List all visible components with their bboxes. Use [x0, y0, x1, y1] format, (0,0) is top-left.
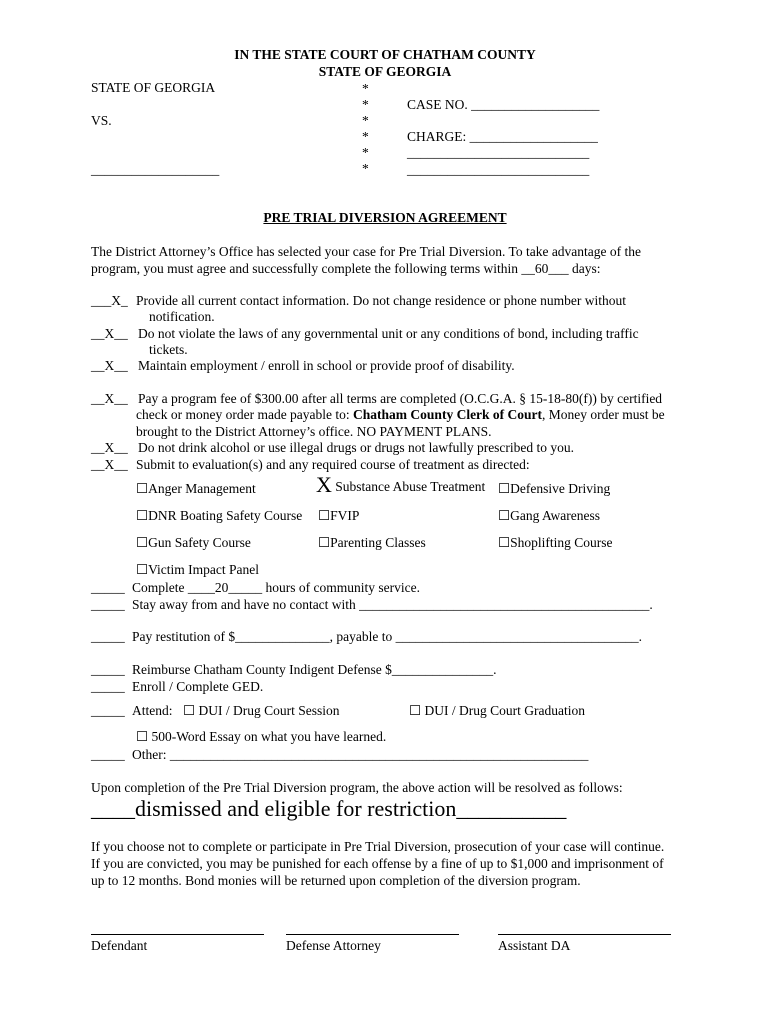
term-mark[interactable]: _____: [91, 703, 125, 718]
warning-text: If you choose not to complete or participate in Pre Trial Diversion, prosecution of your case will continue.: [91, 839, 665, 854]
course-defensive-driving[interactable]: ☐Defensive Driving: [498, 481, 611, 496]
asterisk: *: [362, 81, 369, 96]
case-number-field[interactable]: CASE NO. ___________________: [407, 97, 600, 112]
term-text: tickets.: [149, 342, 188, 357]
term-mark[interactable]: ___X_: [91, 293, 128, 308]
course-gun-safety[interactable]: ☐Gun Safety Course: [136, 535, 251, 550]
warning-text: up to 12 months. Bond monies will be returned upon completion of the diversion program.: [91, 873, 581, 888]
dui-graduation-checkbox[interactable]: ☐ DUI / Drug Court Graduation: [409, 703, 585, 718]
term-mark[interactable]: _____: [91, 679, 125, 694]
community-service-term: Complete ____20_____ hours of community service.: [132, 580, 420, 595]
other-term[interactable]: Other: ______________________________________________________________: [132, 747, 589, 762]
checkbox-icon[interactable]: ☐: [136, 481, 149, 496]
term-text: notification.: [149, 309, 215, 324]
course-anger-management[interactable]: ☐Anger Management: [136, 481, 256, 496]
court-title: IN THE STATE COURT OF CHATHAM COUNTY: [234, 47, 536, 62]
reimburse-term[interactable]: Reimburse Chatham County Indigent Defense $_______________.: [132, 662, 497, 677]
charge-field-line[interactable]: ___________________________: [407, 145, 590, 160]
term-text: Submit to evaluation(s) and any required course of treatment as directed:: [136, 457, 530, 472]
ged-term: Enroll / Complete GED.: [132, 679, 264, 694]
course-gang-awareness[interactable]: ☐Gang Awareness: [498, 508, 600, 523]
asterisk: *: [362, 161, 369, 176]
term-mark[interactable]: __X__: [91, 391, 128, 406]
term-text: check or money order made payable to: Chatham County Clerk of Court, Money order must be: [136, 407, 665, 422]
checkbox-icon[interactable]: ☐: [318, 508, 331, 523]
course-substance-abuse[interactable]: X Substance Abuse Treatment: [316, 472, 486, 497]
defense-attorney-signature-line[interactable]: [286, 934, 459, 935]
defense-attorney-label: Defense Attorney: [286, 938, 381, 953]
resolution: ____dismissed and eligible for restriction__________: [91, 796, 567, 821]
dui-session-checkbox[interactable]: ☐ DUI / Drug Court Session: [183, 703, 340, 718]
course-parenting[interactable]: ☐Parenting Classes: [318, 535, 426, 550]
checkbox-icon[interactable]: ☐: [136, 535, 149, 550]
course-fvip[interactable]: ☐FVIP: [318, 508, 360, 523]
term-mark[interactable]: __X__: [91, 358, 128, 373]
attend-label: Attend:: [132, 703, 173, 718]
checkbox-icon[interactable]: ☐: [498, 535, 511, 550]
defendant-signature-line[interactable]: [91, 934, 264, 935]
charge-field-line[interactable]: ___________________________: [407, 162, 590, 177]
term-text: Do not violate the laws of any governmental unit or any conditions of bond, including traffic: [138, 326, 639, 341]
document-title: PRE TRIAL DIVERSION AGREEMENT: [263, 210, 507, 225]
checkbox-icon[interactable]: ☐: [498, 508, 511, 523]
stay-away-term[interactable]: Stay away from and have no contact with ___________________________________________.: [132, 597, 653, 612]
asterisk: *: [362, 145, 369, 160]
asterisk: *: [362, 113, 369, 128]
term-text: Do not drink alcohol or use illegal drugs or drugs not lawfully prescribed to you.: [138, 440, 575, 455]
term-text: Maintain employment / enroll in school or provide proof of disability.: [138, 358, 515, 373]
resolution-intro: Upon completion of the Pre Trial Diversion program, the above action will be resolved as follows:: [91, 780, 623, 795]
course-dnr-boating[interactable]: ☐DNR Boating Safety Course: [136, 508, 303, 523]
intro-text: The District Attorney’s Office has selected your case for Pre Trial Diversion. To take advantage of the: [91, 244, 642, 259]
checked-mark[interactable]: X: [316, 472, 332, 497]
intro-text: program, you must agree and successfully complete the following terms within __60___ days:: [91, 261, 601, 276]
payee-name: Chatham County Clerk of Court: [353, 407, 543, 422]
term-mark[interactable]: _____: [91, 580, 125, 595]
term-mark[interactable]: _____: [91, 747, 125, 762]
term-mark[interactable]: _____: [91, 629, 125, 644]
plaintiff: STATE OF GEORGIA: [91, 80, 216, 95]
checkbox-icon[interactable]: ☐: [136, 508, 149, 523]
restitution-term[interactable]: Pay restitution of $______________, payable to ____________________________________.: [132, 629, 642, 644]
defendant-name-field[interactable]: ___________________: [91, 162, 220, 177]
assistant-da-label: Assistant DA: [498, 938, 571, 953]
checkbox-icon[interactable]: ☐: [136, 562, 149, 577]
term-mark[interactable]: _____: [91, 597, 125, 612]
versus: VS.: [91, 113, 112, 128]
term-mark[interactable]: _____: [91, 662, 125, 677]
defendant-label: Defendant: [91, 938, 148, 953]
term-text: brought to the District Attorney’s office. NO PAYMENT PLANS.: [136, 424, 492, 439]
term-mark[interactable]: __X__: [91, 440, 128, 455]
charge-field[interactable]: CHARGE: ___________________: [407, 129, 598, 144]
assistant-da-signature-line[interactable]: [498, 934, 671, 935]
checkbox-icon[interactable]: ☐: [498, 481, 511, 496]
term-mark[interactable]: __X__: [91, 457, 128, 472]
warning-text: If you are convicted, you may be punished for each offense by a fine of up to $1,000 and imprisonment of: [91, 856, 664, 871]
course-shoplifting[interactable]: ☐Shoplifting Course: [498, 535, 613, 550]
asterisk: *: [362, 129, 369, 144]
term-mark[interactable]: __X__: [91, 326, 128, 341]
course-victim-impact[interactable]: ☐Victim Impact Panel: [136, 562, 260, 577]
court-state: STATE OF GEORGIA: [318, 64, 452, 79]
term-text: Provide all current contact information. Do not change residence or phone number without: [136, 293, 626, 308]
checkbox-icon[interactable]: ☐: [318, 535, 331, 550]
term-text: Pay a program fee of $300.00 after all terms are completed (O.C.G.A. § 15-18-80(f)) by certified: [138, 391, 663, 406]
asterisk: *: [362, 97, 369, 112]
essay-checkbox[interactable]: ☐ 500-Word Essay on what you have learned.: [136, 729, 387, 744]
